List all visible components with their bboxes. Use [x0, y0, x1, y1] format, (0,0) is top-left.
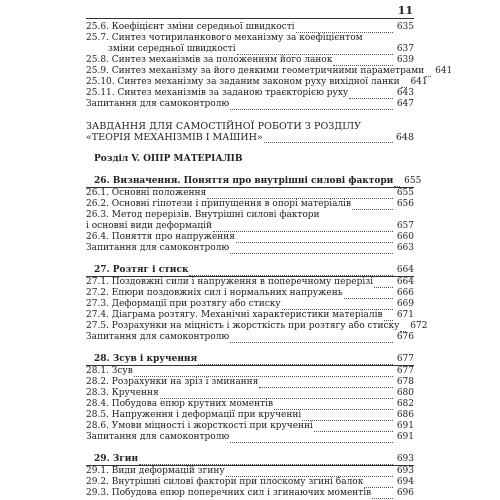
assignment-title-line2: «ТЕОРІЯ МЕХАНІЗМІВ І МАШИН» [86, 132, 263, 143]
page-number: 11 [397, 4, 413, 17]
toc-entry-page: 680 [396, 388, 414, 398]
toc-entry[interactable] [86, 321, 428, 332]
toc-entry-page: 639 [396, 55, 414, 65]
toc-chapter[interactable] [86, 454, 414, 466]
toc-entry-title: 27.3. Деформації при розтягу або стиску [86, 299, 281, 309]
leader-dots [198, 356, 393, 365]
toc-entry[interactable] [86, 410, 414, 421]
toc-entry-page: 656 [396, 199, 414, 209]
leader-dots [160, 390, 393, 399]
toc-entry-page: 666 [396, 288, 414, 298]
leader-dots [374, 279, 393, 288]
leader-dots [230, 245, 393, 254]
leader-dots [296, 24, 393, 33]
toc-entry-page: 691 [396, 421, 414, 431]
toc-entry-title: 26.1. Основні положення [86, 188, 207, 198]
toc-entry-title: 28.5. Напруження і деформації при крученні [86, 410, 302, 420]
leader-dots [384, 312, 393, 321]
toc-entry[interactable] [86, 488, 414, 499]
toc-entry-page: 696 [396, 488, 414, 498]
leader-dots [207, 190, 393, 199]
toc-entry-title: 25.8. Синтез механізмів за положенням його ланок [86, 55, 333, 65]
toc-entry-title: Запитання для самоконтролю [86, 332, 230, 342]
leader-dots [264, 134, 393, 143]
toc-entry-title: 28.2. Розрахунки на зріз і зминання [86, 377, 259, 387]
toc-entry[interactable] [86, 332, 414, 343]
toc-entry-title: 28.4. Побудова епюр крутних моментів [86, 399, 274, 409]
toc-assignment-entry[interactable] [86, 121, 414, 143]
toc-entry-page: 647 [396, 99, 414, 109]
toc-entry[interactable] [86, 466, 414, 477]
toc-entry-page: 655 [396, 188, 414, 198]
toc-entry-title: 25.6. Коефіцієнт зміни середньої швидкості [86, 22, 295, 32]
leader-dots [134, 368, 393, 377]
toc-entry[interactable] [86, 55, 414, 66]
toc-entry[interactable] [86, 243, 414, 254]
toc-entry[interactable] [86, 399, 414, 410]
toc-entry[interactable] [86, 22, 414, 33]
toc-entry-page: 635 [396, 22, 414, 32]
toc-entry-page: 677 [396, 366, 414, 376]
toc-entry[interactable] [86, 288, 414, 299]
leader-dots [230, 434, 393, 443]
leader-dots [189, 267, 393, 276]
leader-dots [333, 57, 393, 66]
leader-dots [302, 412, 393, 421]
toc-entry-continuation[interactable] [86, 44, 414, 55]
leader-dots [259, 379, 393, 388]
toc-entry-title: 28.3. Кручення [86, 388, 159, 398]
toc-entry-title: Запитання для самоконтролю [86, 243, 230, 253]
toc-entry[interactable] [86, 388, 414, 399]
toc-chapter[interactable] [86, 265, 414, 277]
toc-chapter[interactable] [86, 176, 422, 188]
leader-dots [372, 490, 393, 499]
toc-entry-page: 682 [396, 399, 414, 409]
toc-entry-page: 663 [396, 243, 414, 253]
leader-dots [344, 290, 393, 299]
chapter-page: 677 [396, 354, 414, 364]
toc-entry-title: 27.5. Розрахунки на міцність і жорсткість при розтягу або стиску [86, 321, 400, 331]
toc-entry[interactable] [86, 477, 414, 488]
leader-dots [236, 234, 393, 243]
toc-entry-title: 27.1. Поздовжні сили і напруження в поперечному перерізі [86, 277, 374, 287]
toc-entry[interactable] [86, 77, 428, 88]
toc-entry[interactable] [86, 366, 414, 377]
toc-entry-title: 25.7. Синтез чотириланкового механізму за коефіцієнтом [86, 33, 363, 43]
toc-entry-page: 686 [396, 410, 414, 420]
toc-chapter[interactable] [86, 354, 414, 366]
toc-entry-title: 25.11. Синтез механізмів за заданою траєкторією руху [86, 88, 349, 98]
assignment-title-line1: ЗАВДАННЯ ДЛЯ САМОСТІЙНОЇ РОБОТИ З РОЗДІЛУ [86, 121, 362, 132]
table-of-contents [86, 22, 453, 499]
toc-entry-page: 694 [396, 477, 414, 487]
leader-dots [237, 46, 393, 55]
chapter-title: 28. Зсув і кручення [94, 354, 198, 364]
leader-dots [400, 323, 406, 332]
toc-entry-title: 26.3. Метод перерізів. Внутрішні силові фактори [86, 210, 320, 220]
chapter-page: 693 [396, 454, 414, 464]
toc-entry-title: Запитання для самоконтролю [86, 432, 230, 442]
toc-entry-title: 28.1. Зсув [86, 366, 133, 376]
toc-entry-title-continued: зміни середньої швидкості [108, 44, 236, 54]
toc-entry[interactable] [86, 277, 414, 288]
leader-dots [352, 201, 393, 210]
section-title: Розділ V. ОПІР МАТЕРІАЛІВ [94, 154, 243, 164]
leader-dots [230, 334, 393, 343]
toc-entry-page: 691 [396, 432, 414, 442]
toc-entry[interactable] [86, 99, 414, 110]
leader-dots [314, 423, 393, 432]
leader-dots [425, 68, 431, 77]
chapter-page: 655 [404, 176, 422, 186]
leader-dots [226, 468, 393, 477]
toc-entry-title: 27.2. Епюри поздовжніх сил і нормальних напружень [86, 288, 343, 298]
toc-entry[interactable] [86, 88, 414, 99]
toc-entry-title: 27.4. Діаграма розтягу. Механічні характеристики матеріалів [86, 310, 383, 320]
toc-entry[interactable] [86, 432, 414, 443]
toc-entry[interactable] [86, 421, 414, 432]
toc-entry-continuation[interactable] [86, 221, 414, 232]
toc-entry-title: 28.6. Умови міцності і жорсткості при крученні [86, 421, 313, 431]
toc-entry[interactable] [86, 66, 453, 77]
toc-entry-title: 25.10. Синтез механізму за заданим законом руху вихідної ланки [86, 77, 400, 87]
toc-entry[interactable] [86, 199, 414, 210]
toc-entry-title: Запитання для самоконтролю [86, 99, 230, 109]
toc-entry-title: 26.4. Поняття про напруження [86, 232, 235, 242]
toc-entry-title: 29.1. Види деформацій згину [86, 466, 225, 476]
toc-entry-page: 637 [396, 44, 414, 54]
chapter-title: 27. Розтяг і стиск [94, 265, 189, 275]
leader-dots [213, 223, 393, 232]
toc-entry-page: 672 [410, 321, 428, 331]
toc-entry-title-continued: і основні види деформацій [86, 221, 213, 231]
toc-entry-page: 678 [396, 377, 414, 387]
leader-dots [139, 456, 393, 465]
toc-entry-title: 26.2. Основні гіпотези і припущення в опорі матеріалів [86, 199, 352, 209]
toc-entry[interactable] [86, 188, 414, 199]
toc-entry-page: 664 [396, 277, 414, 287]
leader-dots [394, 178, 400, 187]
chapter-title: 29. Згин [94, 454, 139, 464]
toc-entry-page: 641 [435, 66, 453, 76]
toc-entry-page: 660 [396, 232, 414, 242]
toc-entry-page: 693 [396, 466, 414, 476]
toc-entry-title: 29.2. Внутрішні силові фактори при плоскому згині балок [86, 477, 364, 487]
toc-entry-title: 29.3. Побудова епюр поперечних сил і згинаючих моментів [86, 488, 372, 498]
leader-dots [230, 101, 393, 110]
toc-entry[interactable] [86, 310, 414, 321]
toc-entry-page: 671 [396, 310, 414, 320]
toc-entry-page: 669 [396, 299, 414, 309]
leader-dots [349, 90, 393, 99]
toc-entry[interactable] [86, 232, 414, 243]
leader-dots [274, 401, 393, 410]
toc-entry[interactable] [86, 33, 414, 44]
toc-entry[interactable] [86, 299, 414, 310]
toc-entry-page: 657 [396, 221, 414, 231]
chapter-title: 26. Визначення. Поняття про внутрішні силові фактори [94, 176, 394, 186]
toc-entry-page: 641 [410, 77, 428, 87]
toc-entry-page: 676 [396, 332, 414, 342]
toc-entry-page: 648 [395, 132, 414, 143]
leader-dots [282, 301, 393, 310]
toc-entry[interactable] [86, 377, 414, 388]
toc-entry-title: 25.9. Синтез механізму за його деякими геометричними параметрами [86, 66, 425, 76]
toc-entry-page: 643 [396, 88, 414, 98]
chapter-page: 664 [396, 265, 414, 275]
header-rule [86, 18, 414, 19]
leader-dots [401, 79, 407, 88]
leader-dots [364, 479, 393, 488]
toc-entry[interactable] [86, 210, 414, 221]
